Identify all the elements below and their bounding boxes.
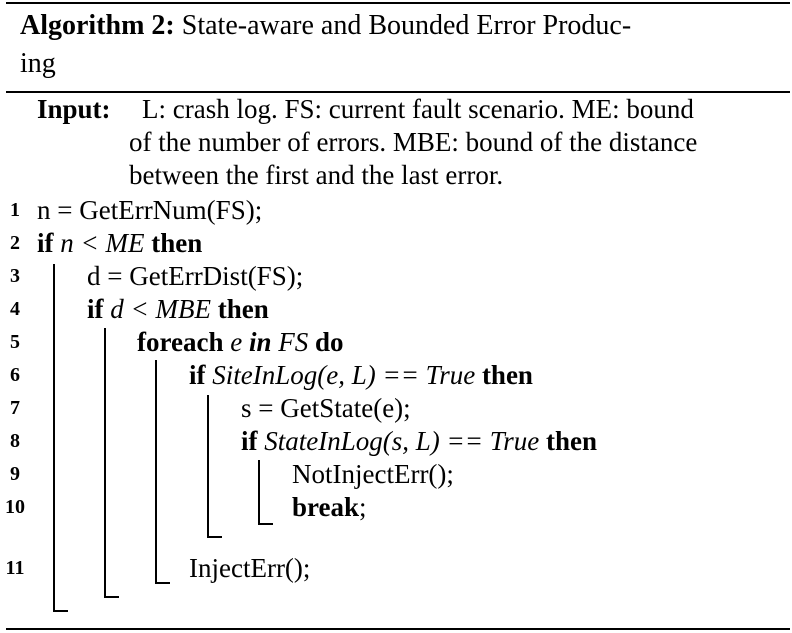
line-number: 10 [5, 496, 25, 518]
block-line-if-state [258, 460, 260, 525]
keyword-in: in [248, 327, 272, 357]
code-line-11 [189, 552, 310, 584]
line-number: 6 [10, 364, 20, 386]
code-line-9 [292, 458, 454, 490]
input-line1: L: crash log. FS: current fault scenario. ME: bound [142, 94, 694, 124]
keyword-then: then [151, 228, 203, 258]
line-number: 11 [5, 557, 25, 579]
algorithm-title-line1 [20, 10, 631, 42]
line-number: 3 [10, 265, 20, 287]
line-number: 1 [10, 199, 20, 221]
condition: SiteInLog(e, L) == True [205, 360, 482, 390]
statement: InjectErr(); [189, 553, 311, 583]
keyword-if: if [241, 426, 258, 456]
code-line-2 [37, 227, 202, 259]
semicolon: ; [359, 492, 367, 522]
line-number: 5 [10, 331, 20, 353]
code-line-3 [87, 260, 303, 292]
code-line-8 [241, 425, 597, 457]
keyword-if: if [87, 294, 104, 324]
statement: n = GetErrNum(FS); [37, 195, 263, 225]
code-line-7 [241, 392, 411, 424]
block-end-foreach [155, 582, 170, 584]
keyword-then: then [481, 360, 533, 390]
code-line-4 [87, 293, 269, 325]
keyword-if: if [37, 228, 54, 258]
line-number: 2 [10, 232, 20, 254]
keyword-then: then [217, 294, 269, 324]
block-line-foreach [155, 360, 157, 584]
input-line2: of the number of errors. MBE: bound of the distance [129, 127, 698, 157]
loop-variable: e [223, 327, 249, 357]
block-end-if-outer [53, 610, 68, 612]
keyword-break: break [292, 492, 360, 522]
block-end-if-state [258, 523, 273, 525]
algorithm-title-line2: ing [20, 48, 56, 79]
algorithm-heading: Algorithm 2: [20, 10, 175, 41]
input-line3: between the first and the last error. [129, 160, 504, 190]
bottom-rule [6, 628, 790, 630]
statement: NotInjectErr(); [292, 459, 454, 489]
algorithm-title-text: State-aware and Bounded Error Produc- [181, 10, 632, 41]
keyword-foreach: foreach [137, 327, 224, 357]
code-line-5 [137, 326, 344, 358]
statement: s = GetState(e); [241, 393, 411, 423]
keyword-do: do [315, 327, 344, 357]
condition: n < ME [53, 228, 152, 258]
condition: d < MBE [103, 294, 218, 324]
input-label: Input: [37, 94, 111, 124]
loop-collection: FS [271, 327, 315, 357]
block-line-if-site [207, 395, 209, 538]
line-number: 7 [10, 397, 20, 419]
code-line-1 [37, 194, 262, 226]
code-line-10 [292, 491, 367, 523]
line-number: 4 [10, 298, 20, 320]
block-end-if-site [207, 536, 222, 538]
block-line-if-outer [53, 264, 55, 612]
top-rule [6, 2, 790, 4]
keyword-if: if [189, 360, 206, 390]
keyword-then: then [545, 426, 597, 456]
line-number: 8 [10, 430, 20, 452]
block-end-if-inner [104, 596, 119, 598]
line-number: 9 [10, 463, 20, 485]
condition: StateInLog(s, L) == True [257, 426, 546, 456]
code-line-6 [189, 359, 533, 391]
statement: d = GetErrDist(FS); [87, 261, 304, 291]
block-line-if-inner [104, 328, 106, 598]
